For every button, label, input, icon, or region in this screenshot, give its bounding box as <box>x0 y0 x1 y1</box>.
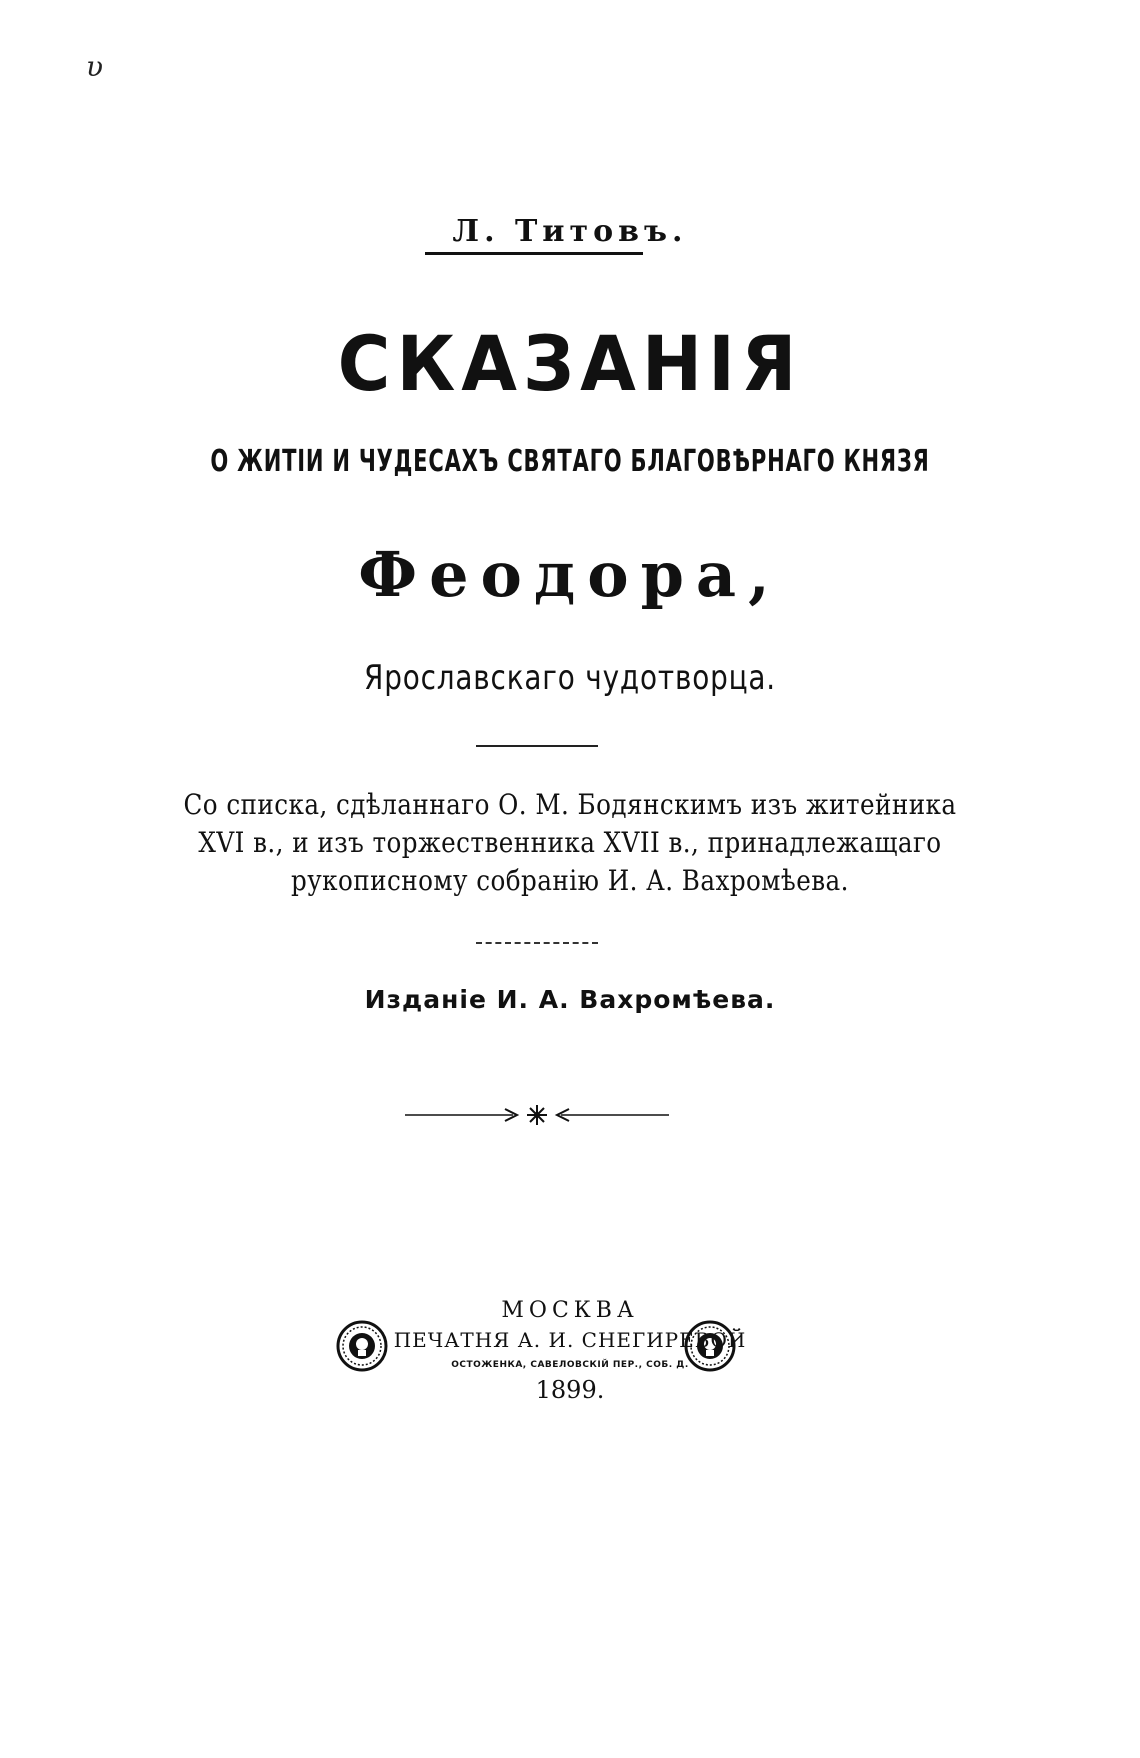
page-subtitle: О ЖИТІИ И ЧУДЕСАХЪ СВЯТАГО БЛАГОВѢРНАГО КНЯЗЯ <box>210 444 930 479</box>
imprint-city: МОСКВА <box>501 1298 639 1323</box>
imprint-press: ПЕЧАТНЯ А. И. СНЕГИРЕВОЙ <box>393 1328 747 1352</box>
saint-name: Феодора, <box>358 538 782 611</box>
source-note-line: рукописному собранію И. А. Вахромѣева. <box>291 864 849 897</box>
flourish-rule-ornament-icon <box>405 1103 669 1127</box>
source-note-line: Со списка, сдѣланнаго О. М. Бодянскимъ изъ житейника <box>183 788 957 821</box>
divider-dashed-rule <box>476 942 598 944</box>
saint-epithet: Ярославскаго чудотворца. <box>364 658 776 698</box>
author-name: Л. Титовъ. <box>452 214 688 249</box>
imprint-year: 1899. <box>535 1376 605 1404</box>
page-title: СКАЗАНІЯ <box>337 319 803 409</box>
imprint-address: ОСТОЖЕНКА, САВЕЛОВСКІЙ ПЕР., СОБ. Д. <box>451 1360 689 1370</box>
author-underline <box>425 252 643 255</box>
edition-note: Изданіе И. А. Вахромѣева. <box>364 985 776 1014</box>
corner-mark: υ <box>86 50 104 83</box>
source-note-line: XVI в., и изъ торжественника XVII в., принадлежащаго <box>198 826 942 859</box>
divider-rule <box>476 745 598 747</box>
